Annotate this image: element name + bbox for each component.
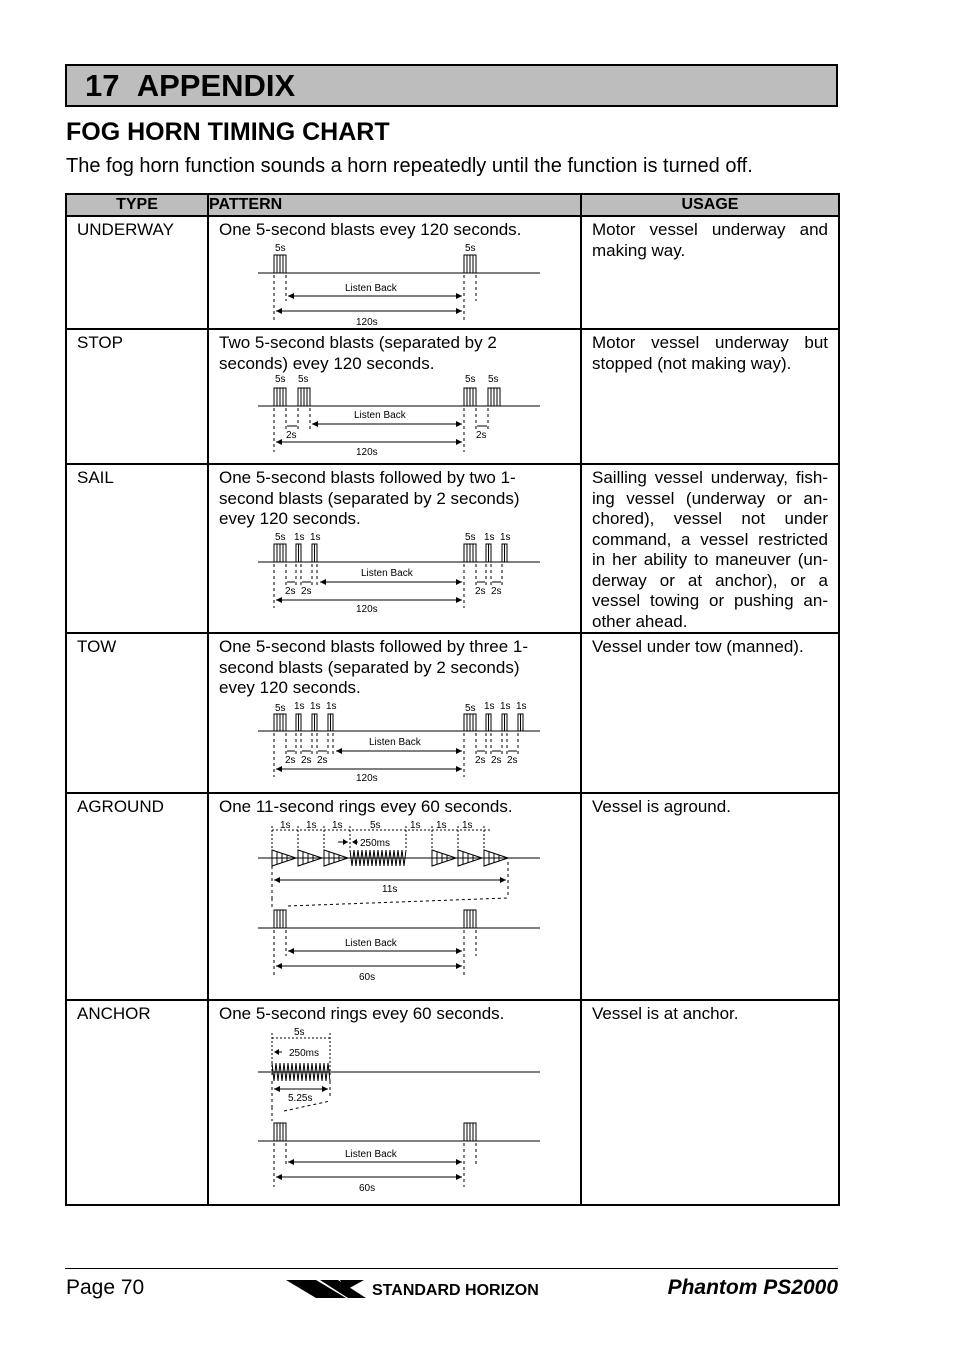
svg-text:2s: 2s <box>317 754 328 766</box>
svg-text:1s: 1s <box>310 531 321 543</box>
svg-text:1s: 1s <box>294 700 305 712</box>
table-row-aground <box>66 793 839 1000</box>
svg-text:2s: 2s <box>285 585 296 597</box>
header-pattern: PATTERN <box>208 194 581 216</box>
svg-text:250ms: 250ms <box>289 1047 320 1059</box>
pattern-line: Two 5-second blasts (separated by 2 <box>219 333 497 352</box>
svg-text:2s: 2s <box>507 754 518 766</box>
model-name: Phantom PS2000 <box>667 1276 838 1299</box>
type-cell: AGROUND <box>66 793 208 1000</box>
svg-text:5s: 5s <box>275 531 286 543</box>
svg-text:1s: 1s <box>332 819 343 831</box>
svg-text:2s: 2s <box>285 754 296 766</box>
type-cell: UNDERWAY <box>66 216 208 329</box>
svg-text:2s: 2s <box>475 585 486 597</box>
svg-text:1s: 1s <box>436 819 447 831</box>
table-row-tow <box>66 633 839 793</box>
svg-text:Listen Back: Listen Back <box>361 567 413 579</box>
pattern-line: second blasts (separated by 2 seconds) <box>219 488 520 508</box>
pattern-cell <box>208 329 581 464</box>
pattern-line: One 5-second rings evey 60 seconds. <box>219 1004 505 1023</box>
table-row-underway <box>66 216 839 329</box>
svg-text:5.25s: 5.25s <box>288 1092 313 1104</box>
svg-text:1s: 1s <box>326 700 337 712</box>
tow-timing-diagram <box>244 699 544 789</box>
listen-back-label: Listen Back <box>345 282 397 294</box>
page-number: Page 70 <box>66 1276 145 1299</box>
svg-text:2s: 2s <box>475 754 486 766</box>
pattern-cell <box>208 633 581 793</box>
pattern-cell <box>208 216 581 329</box>
underway-timing-diagram <box>244 241 544 327</box>
svg-text:2s: 2s <box>491 585 502 597</box>
pattern-cell <box>208 1000 581 1205</box>
footer-rule <box>65 1268 838 1269</box>
blast-label: 5s <box>275 242 286 254</box>
type-cell: ANCHOR <box>66 1000 208 1205</box>
svg-text:5s: 5s <box>465 374 476 385</box>
brand-name: STANDARD HORIZON <box>372 1282 539 1299</box>
table-header-row <box>66 194 839 216</box>
usage-cell: Motor vessel underway but stopped (not making way). <box>581 329 839 464</box>
chapter-title: APPENDIX <box>136 68 296 103</box>
pattern-cell <box>208 793 581 1000</box>
table-row-anchor <box>66 1000 839 1205</box>
chapter-heading <box>85 68 295 104</box>
svg-text:1s: 1s <box>280 819 291 831</box>
aground-timing-diagram <box>244 818 544 998</box>
pattern-line: One 5-second blasts evey 120 seconds. <box>219 220 522 239</box>
usage-cell: Vessel is aground. <box>581 793 839 1000</box>
svg-text:5s: 5s <box>465 531 476 543</box>
svg-text:1s: 1s <box>484 700 495 712</box>
sail-timing-diagram <box>244 530 544 620</box>
usage-cell: Vessel is at anchor. <box>581 1000 839 1205</box>
chapter-number: 17 <box>85 68 120 103</box>
svg-text:5s: 5s <box>488 374 499 385</box>
svg-text:5s: 5s <box>275 702 286 714</box>
header-usage: USAGE <box>581 194 839 216</box>
type-cell: STOP <box>66 329 208 464</box>
type-cell: SAIL <box>66 464 208 633</box>
svg-text:5s: 5s <box>370 819 381 831</box>
svg-text:1s: 1s <box>462 819 473 831</box>
svg-text:250ms: 250ms <box>360 837 391 849</box>
svg-text:2s: 2s <box>301 754 312 766</box>
pattern-line: One 11-second rings evey 60 seconds. <box>219 797 513 816</box>
svg-text:2s: 2s <box>286 430 297 441</box>
svg-text:5s: 5s <box>465 702 476 714</box>
usage-cell: Vessel under tow (manned). <box>581 633 839 793</box>
svg-text:5s: 5s <box>294 1026 305 1038</box>
svg-text:1s: 1s <box>306 819 317 831</box>
svg-text:1s: 1s <box>410 819 421 831</box>
svg-text:1s: 1s <box>500 700 511 712</box>
svg-text:1s: 1s <box>500 531 511 543</box>
type-cell: TOW <box>66 633 208 793</box>
blast-symbol <box>274 255 286 273</box>
brand-mark-icon <box>286 1280 366 1298</box>
svg-text:1s: 1s <box>516 700 527 712</box>
blast-label: 5s <box>465 242 476 254</box>
pattern-line: One 5-second blasts followed by three 1- <box>219 637 529 656</box>
chapter-banner <box>65 64 838 107</box>
period-label: 120s <box>356 316 378 327</box>
brand-logo <box>286 1276 618 1307</box>
svg-text:120s: 120s <box>356 447 378 458</box>
pattern-line: second blasts (separated by 2 seconds) <box>219 657 520 677</box>
svg-text:120s: 120s <box>356 772 378 784</box>
usage-cell: Motor vessel underway and making way. <box>581 216 839 329</box>
pattern-cell <box>208 464 581 633</box>
svg-text:2s: 2s <box>491 754 502 766</box>
svg-text:60s: 60s <box>359 1182 376 1194</box>
svg-text:120s: 120s <box>356 603 378 615</box>
svg-text:11s: 11s <box>382 883 398 895</box>
intro-text: The fog horn function sounds a horn repeatedly until the function is turned off. <box>66 155 753 177</box>
svg-text:Listen Back: Listen Back <box>345 1148 397 1160</box>
blast-symbol <box>464 255 476 273</box>
fog-horn-timing-table <box>65 193 840 1206</box>
svg-text:Listen Back: Listen Back <box>369 736 421 748</box>
svg-text:Listen Back: Listen Back <box>345 937 397 949</box>
svg-text:5s: 5s <box>298 374 309 385</box>
pattern-line: evey 120 seconds. <box>219 678 361 697</box>
pattern-line: One 5-second blasts followed by two 1- <box>219 468 516 487</box>
table-row-sail <box>66 464 839 633</box>
usage-cell: Sailling vessel underway, fish- ing vessel (underway or an- chored), vessel not under command, a vessel restricted in her ability to maneuver (un- derway or at anchor), or a vessel towing or pushing an- other ahead. <box>581 464 839 633</box>
svg-text:1s: 1s <box>310 700 321 712</box>
svg-text:60s: 60s <box>359 971 376 983</box>
table-row-stop <box>66 329 839 464</box>
svg-text:5s: 5s <box>275 374 286 385</box>
svg-text:1s: 1s <box>294 531 305 543</box>
stop-timing-diagram <box>244 374 544 458</box>
svg-text:Listen Back: Listen Back <box>354 410 406 421</box>
anchor-timing-diagram <box>244 1025 544 1203</box>
svg-text:2s: 2s <box>476 430 487 441</box>
svg-text:2s: 2s <box>301 585 312 597</box>
section-title: FOG HORN TIMING CHART <box>66 118 390 146</box>
pattern-line: seconds) evey 120 seconds. <box>219 353 435 373</box>
pattern-line: evey 120 seconds. <box>219 509 361 528</box>
header-type: TYPE <box>66 194 208 216</box>
svg-text:1s: 1s <box>484 531 495 543</box>
